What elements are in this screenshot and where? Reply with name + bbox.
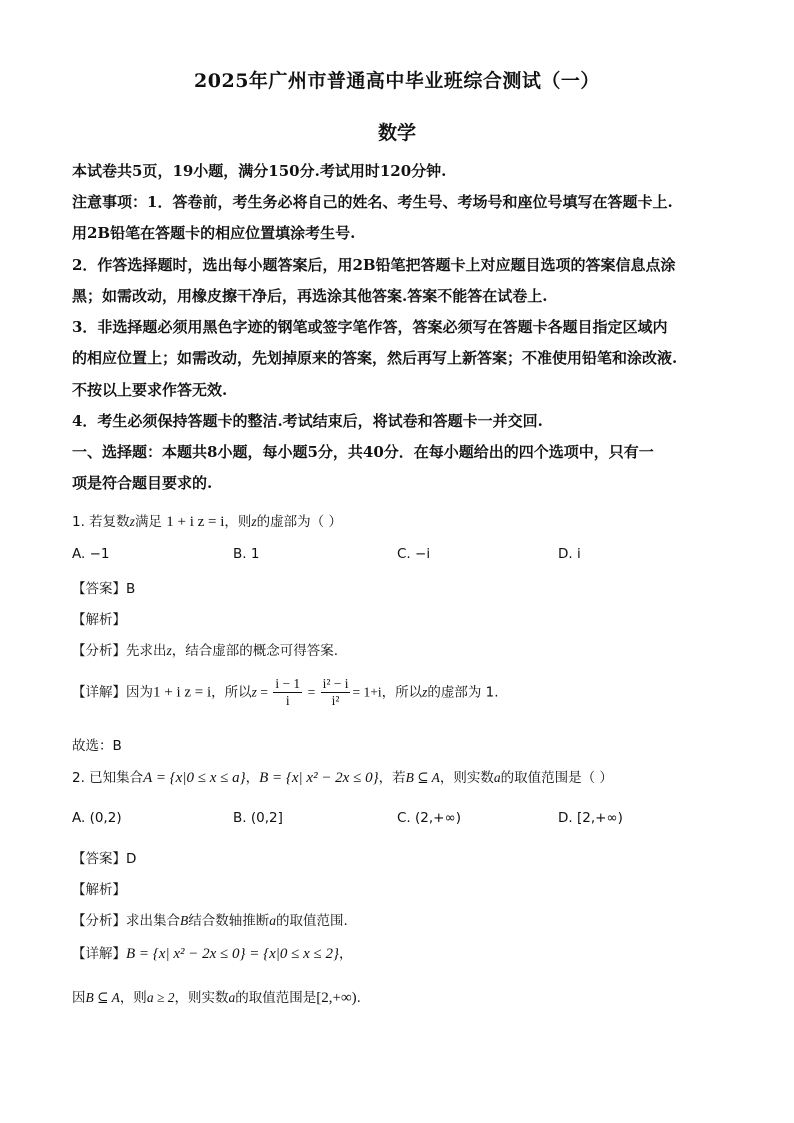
q1-fenxi: 【分析】先求出z，结合虚部的概念可得答案. (72, 643, 339, 659)
note-3c: 不按以上要求作答无效. (72, 381, 228, 399)
q1-conclusion: 故选：B (72, 738, 122, 754)
q1-option-d: D. i (558, 546, 581, 562)
note-4: 4．考生必须保持答题卡的整洁.考试结束后，将试卷和答题卡一并交回. (72, 412, 543, 430)
q2-option-c: C. (2,+∞) (397, 810, 461, 826)
q1-option-c: C. −i (397, 546, 431, 562)
q1-answer: 【答案】B (72, 581, 136, 597)
q2-fenxi: 【分析】求出集合B结合数轴推断a的取值范围. (72, 913, 348, 929)
note-1b: 用2B铅笔在答题卡的相应位置填涂考生号. (72, 224, 356, 242)
section-heading-1a: 一、选择题：本题共8小题，每小题5分，共40分．在每小题给出的四个选项中，只有一 (72, 443, 654, 461)
q1-detail: 【详解】因为1 + i z = i，所以z = $\frac{i - 1}{i}$ = $\frac{\text{i² − i}}{\text{i²}}$ = 1+i，所以z的虚部为 1. (72, 676, 499, 708)
q2-final: 因B ⊆ A，则a ≥ 2，则实数a的取值范围是[2,+∞). (72, 990, 361, 1006)
fraction-2: $\frac{\text{i² − i}}{\text{i²}}$ (322, 676, 349, 708)
q1-stem: 1. 若复数z满足 1 + i z = i，则z的虚部为（ ） (72, 514, 342, 530)
q1-option-a: A. −1 (72, 546, 110, 562)
q1-analysis-label: 【解析】 (72, 612, 126, 628)
note-3b: 的相应位置上；如需改动，先划掉原来的答案，然后再写上新答案；不准使用铅笔和涂改液. (72, 349, 678, 367)
q2-analysis-label: 【解析】 (72, 882, 126, 898)
intro-line: 本试卷共5页，19小题，满分150分.考试用时120分钟. (72, 162, 447, 180)
q2-option-d: D. [2,+∞) (558, 810, 623, 826)
note-2b: 黑；如需改动，用橡皮擦干净后，再选涂其他答案.答案不能答在试卷上. (72, 287, 548, 305)
q2-detail: 【详解】B = {x| x² − 2x ≤ 0} = {x|0 ≤ x ≤ 2}， (72, 946, 353, 962)
exam-title: 2025年广州市普通高中毕业班综合测试（一） (194, 70, 600, 92)
q1-option-b: B. 1 (233, 546, 260, 562)
section-heading-1b: 项是符合题目要求的. (72, 474, 213, 492)
q2-option-a: A. (0,2) (72, 810, 122, 826)
q2-stem: 2. 已知集合A = {x|0 ≤ x ≤ a}，B = {x| x² − 2x ≤ 0}，若B ⊆ A，则实数a的取值范围是（ ） (72, 770, 613, 786)
fraction-1: $\frac{i - 1}{i}$ (275, 676, 301, 708)
q2-answer: 【答案】D (72, 851, 137, 867)
note-1a: 注意事项：1．答卷前，考生务必将自己的姓名、考生号、考场号和座位号填写在答题卡上. (72, 193, 673, 211)
note-2a: 2．作答选择题时，选出每小题答案后，用2B铅笔把答题卡上对应题目选项的答案信息点涂 (72, 256, 676, 274)
note-3a: 3．非选择题必须用黑色字迹的钢笔或签字笔作答，答案必须写在答题卡各题目指定区域内 (72, 318, 668, 336)
q2-option-b: B. (0,2] (233, 810, 283, 826)
subject-title: 数学 (377, 122, 416, 144)
